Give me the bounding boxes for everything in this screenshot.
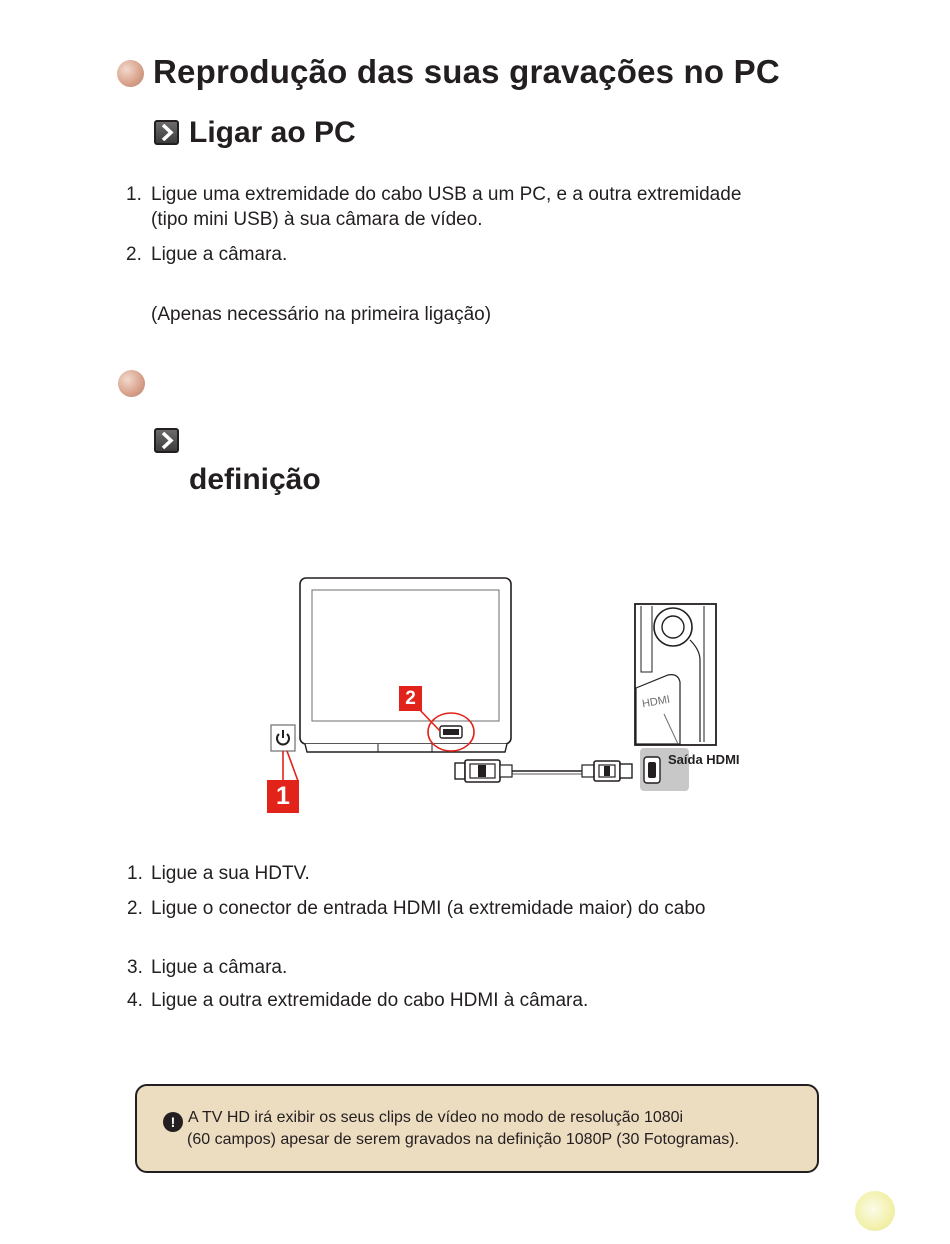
step-number: 2. <box>127 898 143 919</box>
step-text: Ligue a sua HDTV. <box>151 863 310 884</box>
page-indicator-icon <box>855 1191 895 1231</box>
step-text: Ligue o conector de entrada HDMI (a extremidade maior) do cabo <box>151 898 706 919</box>
tv-illustration <box>300 578 511 752</box>
warning-icon: ! <box>163 1112 183 1132</box>
note-text: (60 campos) apesar de serem gravados na definição 1080P (30 Fotogramas). <box>187 1131 740 1148</box>
step-number: 2. <box>126 244 142 265</box>
step-number: 1. <box>126 184 142 205</box>
camera-hdmi-text: HDMI <box>641 693 671 711</box>
hdmi-cable <box>455 760 632 782</box>
section-title-pc: Reprodução das suas gravações no PC <box>153 53 780 90</box>
step-text: Ligue a outra extremidade do cabo HDMI à câmara. <box>151 990 589 1011</box>
note-text: A TV HD irá exibir os seus clips de vídeo no modo de resolução 1080i <box>188 1109 684 1126</box>
subtitle-definition: definição <box>189 463 321 496</box>
step-number: 4. <box>127 990 143 1011</box>
badge-step-2: 2 <box>399 686 422 711</box>
step-number: 1. <box>127 863 143 884</box>
badge-step-1: 1 <box>267 780 299 813</box>
step-text: Ligue uma extremidade do cabo USB a um PC, e a outra extremidade <box>151 184 742 205</box>
step-number: 3. <box>127 957 143 978</box>
power-button-icon <box>271 725 295 751</box>
hdmi-out-label: Saída HDMI <box>668 752 740 767</box>
step-text: (tipo mini USB) à sua câmara de vídeo. <box>151 209 483 230</box>
first-connection-note: (Apenas necessário na primeira ligação) <box>151 304 492 325</box>
step-text: Ligue a câmara. <box>151 957 288 978</box>
step-text: Ligue a câmara. <box>151 244 288 265</box>
subtitle-connect-pc: Ligar ao PC <box>189 116 356 149</box>
